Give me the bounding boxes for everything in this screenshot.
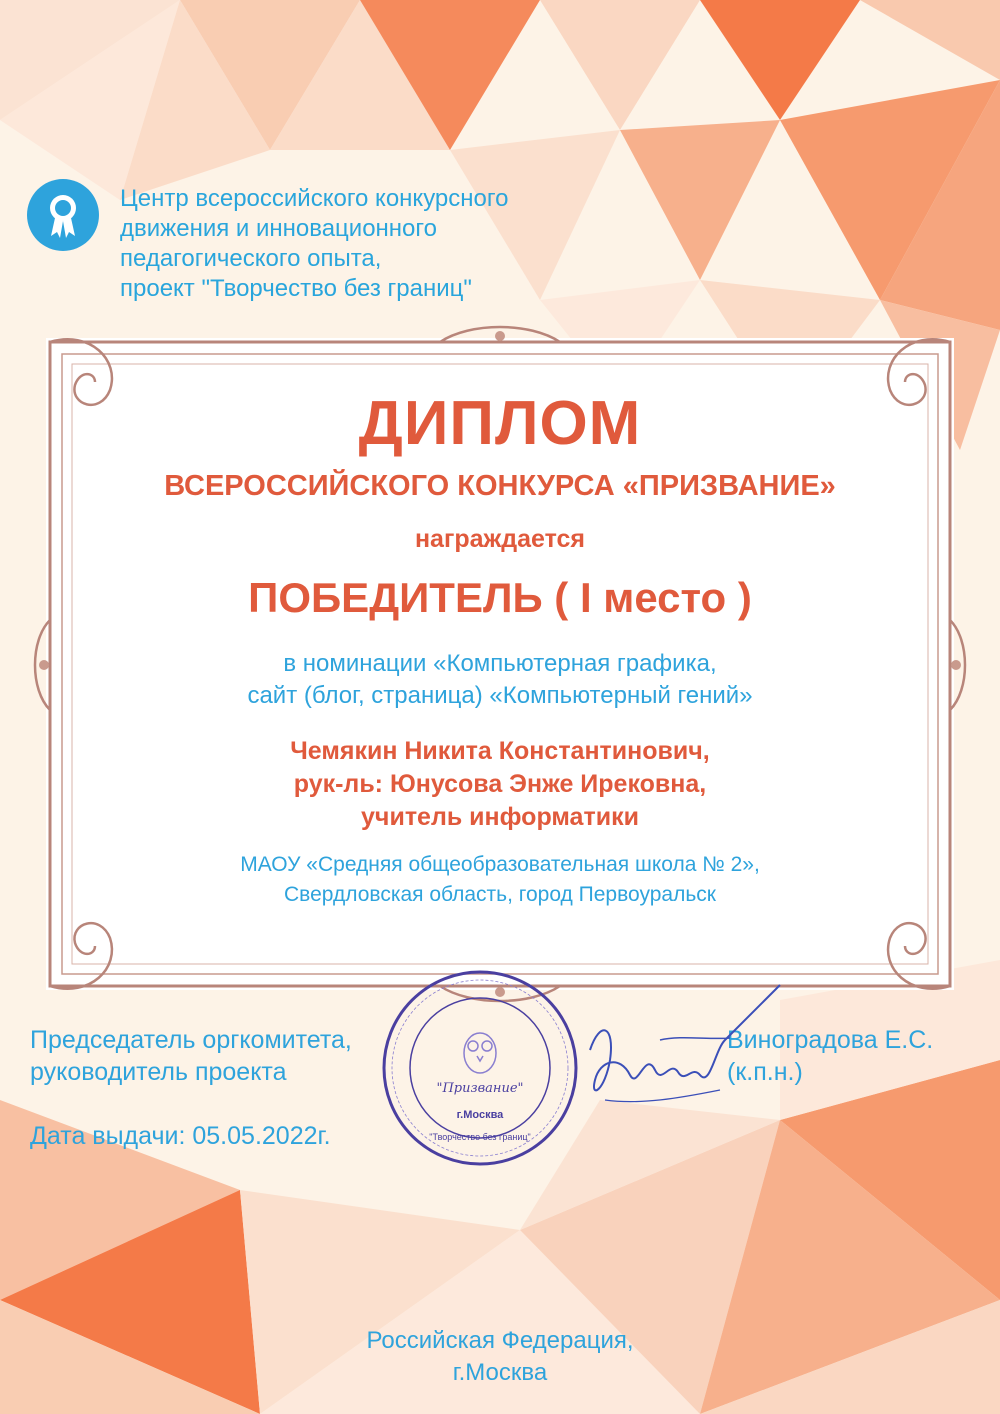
footer-line: г.Москва bbox=[452, 1359, 548, 1386]
nomination-line: в номинации «Компьютерная графика, bbox=[283, 650, 717, 677]
stamp-city: г.Москва bbox=[456, 1109, 504, 1121]
recipient-line: Чемякин Никита Константинович, bbox=[290, 737, 710, 765]
diploma-title: ДИПЛОМ bbox=[358, 389, 642, 458]
awarded-label: награждается bbox=[414, 525, 586, 553]
official-stamp bbox=[380, 968, 580, 1168]
recipient bbox=[60, 735, 940, 834]
organization-line: проект "Творчество без границ" bbox=[120, 275, 472, 302]
school-line: Свердловская область, город Первоуральск bbox=[284, 883, 716, 906]
award-ribbon-icon bbox=[26, 178, 100, 252]
chairman-line: Председатель оргкомитета, bbox=[30, 1026, 352, 1054]
chairman-line: руководитель проекта bbox=[30, 1058, 287, 1086]
handwritten-signature bbox=[560, 980, 790, 1140]
school-info bbox=[60, 850, 940, 910]
school-line: МАОУ «Средняя общеобразовательная школа № 2», bbox=[240, 853, 760, 876]
nomination bbox=[60, 648, 940, 712]
signer-line: Виноградова Е.С. bbox=[727, 1026, 934, 1054]
signer-line: (к.п.н.) bbox=[727, 1058, 803, 1086]
footer-line: Российская Федерация, bbox=[366, 1327, 634, 1354]
organization-name bbox=[120, 184, 508, 304]
issue-date: Дата выдачи: 05.05.2022г. bbox=[30, 1122, 331, 1150]
owl-icon bbox=[464, 1033, 496, 1073]
diploma-subtitle: ВСЕРОССИЙСКОГО КОНКУРСА «ПРИЗВАНИЕ» bbox=[164, 470, 836, 502]
nomination-line: сайт (блог, страница) «Компьютерный гений» bbox=[247, 682, 753, 709]
stamp-center-label: "Призвание" bbox=[436, 1081, 524, 1096]
recipient-line: рук-ль: Юнусова Энже Ирековна, bbox=[293, 770, 707, 798]
organization-line: Центр всероссийского конкурсного bbox=[120, 185, 509, 212]
winner-place: ПОБЕДИТЕЛЬ ( I место ) bbox=[248, 574, 752, 621]
organization-line: педагогического опыта, bbox=[120, 245, 382, 272]
stamp-bottom-label: "Творчество без границ" bbox=[429, 1132, 531, 1142]
recipient-line: учитель информатики bbox=[361, 803, 639, 831]
footer-location bbox=[250, 1325, 750, 1389]
chairman-title bbox=[30, 1024, 352, 1088]
organization-line: движения и инновационного bbox=[120, 215, 437, 242]
